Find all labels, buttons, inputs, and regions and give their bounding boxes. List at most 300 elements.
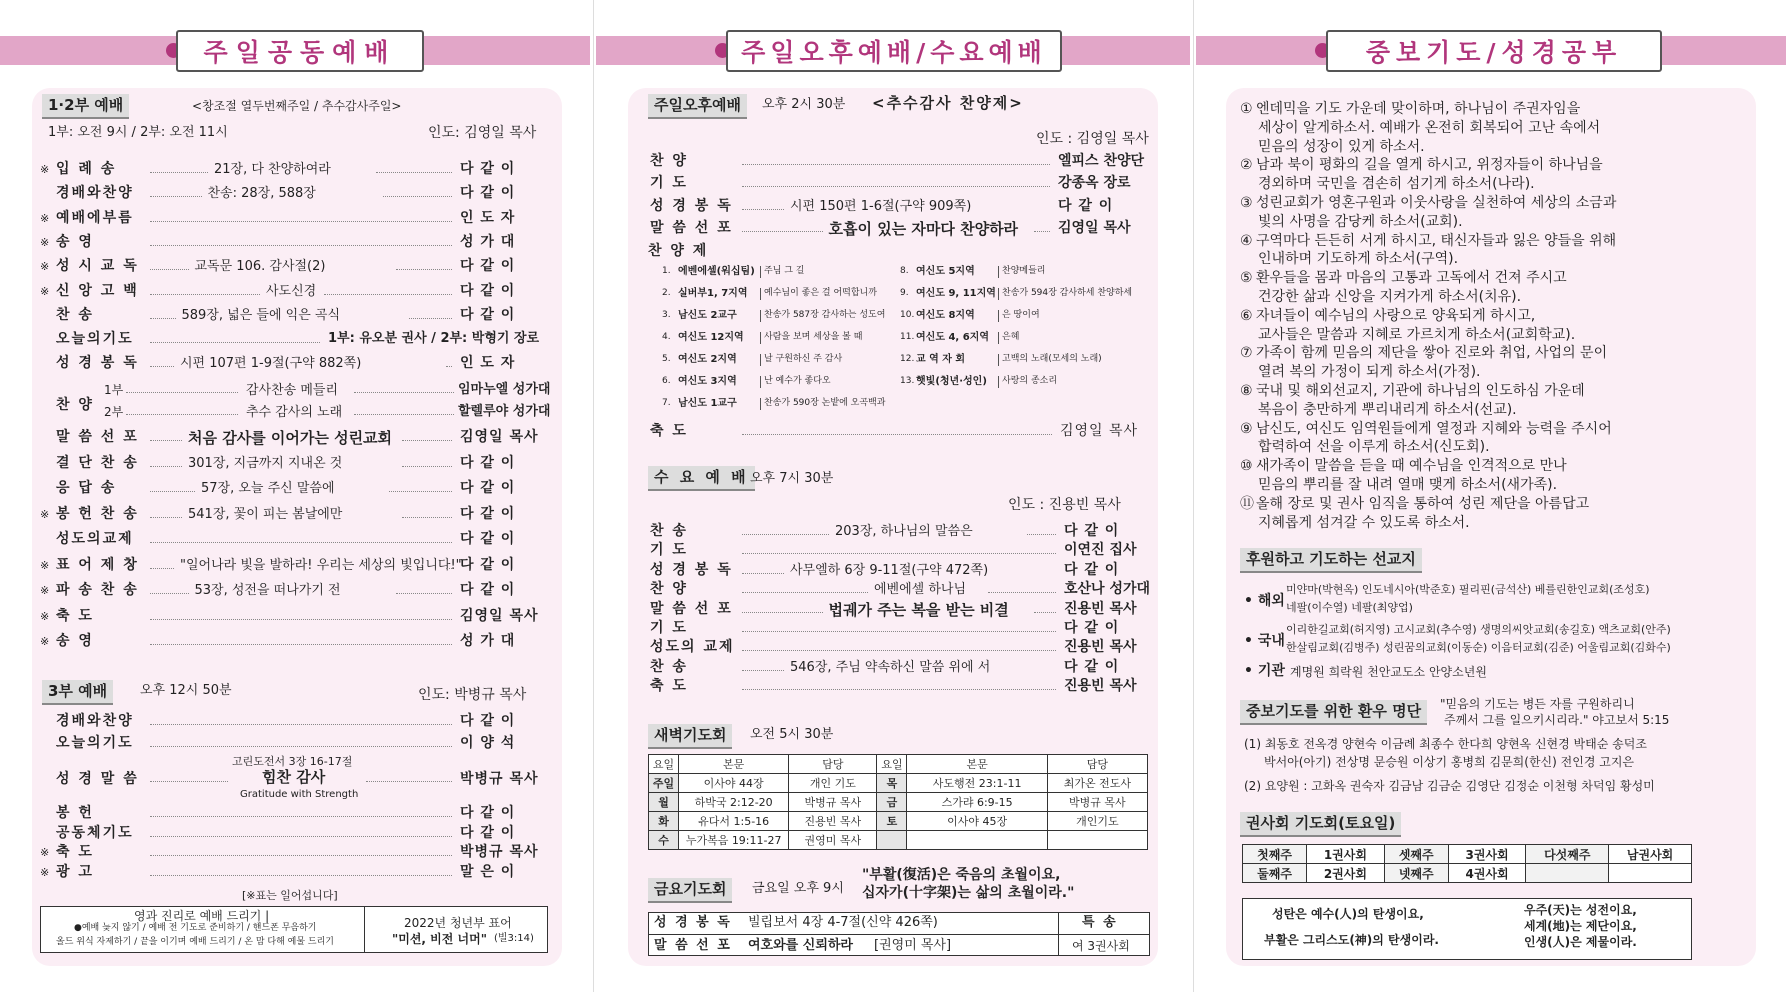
dotted-leader <box>366 781 452 782</box>
table-cell: 둘째주 <box>1243 864 1307 883</box>
table-cell: 토 <box>877 812 907 831</box>
dotted-leader <box>150 542 452 543</box>
service-time: 금요일 오후 9시 <box>752 881 844 896</box>
order-label: 축 도 <box>650 423 688 439</box>
order-person: 다 같 이 <box>460 258 516 275</box>
mission-list: 이리한길교회(허지영) 고시교회(추수영) 생명의씨앗교회(송길호) 액츠교회(안주) <box>1286 623 1671 636</box>
table-header: 담당 <box>1047 755 1147 774</box>
table-header: 본문 <box>907 755 1047 774</box>
order-content: "일어나라 빛을 발하라! 우리는 세상의 빛입니다!" <box>180 557 462 573</box>
choir-divider <box>760 332 761 344</box>
dotted-leader <box>150 619 452 620</box>
stand-marker: ※ <box>40 609 50 623</box>
order-label: 말 씀 선 포 <box>650 600 733 617</box>
stand-marker: ※ <box>40 163 50 176</box>
order-person: 다 같 이 <box>460 505 516 522</box>
choir-divider <box>760 310 761 322</box>
choir-number: 11. <box>900 332 915 342</box>
dotted-leader <box>150 221 452 222</box>
council-prayer-table <box>1242 844 1692 883</box>
table-cell: 남권사회 <box>1609 845 1692 864</box>
dotted-leader <box>150 855 452 856</box>
choir-divider <box>998 310 999 322</box>
prayer-line: 믿음의 뿌리를 잘 내려 열매 맺게 하소서(새가족). <box>1258 477 1558 493</box>
order-content: 589장, 넓은 들에 익은 곡식 <box>181 307 340 323</box>
stand-marker: ※ <box>40 635 50 648</box>
order-label: 예배에부름 <box>56 209 134 226</box>
order-label: 경배와찬양 <box>56 185 134 202</box>
prayer-line: 새가족이 말씀을 듣을 때 예수님을 인격적으로 만나 <box>1256 458 1567 475</box>
stand-marker: ※ <box>40 284 50 298</box>
order-label: 찬 송 <box>650 658 688 675</box>
dotted-leader <box>126 414 238 415</box>
choir-song: 찬양메들리 <box>1002 266 1046 276</box>
dotted-leader <box>742 434 1052 435</box>
order-content: 추수 감사의 노래 <box>246 405 343 420</box>
dotted-leader <box>742 534 829 535</box>
table-cell: 금 <box>877 793 907 812</box>
dotted-leader <box>1027 534 1056 535</box>
order-label: 기 도 <box>650 620 688 636</box>
table-cell: 하박국 2:12-20 <box>679 793 789 812</box>
dotted-leader <box>150 294 260 295</box>
choir-song: 예수님이 좋은 걸 어떡합니까 <box>764 288 877 298</box>
order-content: 203장, 하나님의 말씀은 <box>835 524 973 539</box>
choir-divider <box>998 332 999 344</box>
order-label: 입 례 송 <box>56 161 117 177</box>
order-person: 다 같 이 <box>460 454 516 471</box>
table-cell: 4권사회 <box>1448 864 1526 883</box>
order-person: 다 같 이 <box>1058 197 1114 214</box>
order-content: 호흡이 있는 자마다 찬양하라 <box>828 219 1019 238</box>
order-label: 송 영 <box>56 233 94 250</box>
choir-song: 찬송가 594장 감사하세 찬양하세 <box>1002 288 1133 298</box>
service-time: 오후 12시 50분 <box>140 683 232 698</box>
order-label: 말 씀 선 포 <box>56 429 139 445</box>
choir-song: 찬송가 587장 감사하는 성도여 <box>764 310 886 320</box>
dotted-leader <box>402 466 452 467</box>
table-cell: 2권사회 <box>1307 864 1385 883</box>
table-cell: 이사야 45장 <box>907 812 1047 831</box>
friday-hline <box>648 934 1150 935</box>
choir-team: 남신도 2교구 <box>678 310 737 321</box>
order-label: 말 씀 선 포 <box>654 938 732 953</box>
choir-team: 여신도 8지역 <box>916 310 975 321</box>
table-cell: 박병규 목사 <box>789 793 877 812</box>
table-row <box>1243 864 1692 883</box>
column-title-afternoon: 주일오후예배/수요예배 <box>726 30 1062 72</box>
table-cell: 개인 기도 <box>789 774 877 793</box>
table-cell: 유다서 1:5-16 <box>679 812 789 831</box>
dotted-leader <box>150 517 182 518</box>
motto: "미션, 비전 너머" <box>392 932 487 946</box>
dotted-leader <box>396 269 453 270</box>
stand-marker: ※ <box>40 507 50 521</box>
order-label: 오늘의기도 <box>56 331 134 348</box>
choir-divider <box>760 398 761 410</box>
order-person: 성 가 대 <box>460 233 516 250</box>
order-person: 인 도 자 <box>460 209 516 226</box>
order-content: 21장, 다 찬양하여라 <box>214 162 331 177</box>
order-content: 301장, 지금까지 지내온 것 <box>188 455 343 471</box>
table-cell: 목 <box>877 774 907 793</box>
dotted-leader <box>402 517 452 518</box>
mission-category: • 기관 <box>1244 663 1285 679</box>
choir-divider <box>998 266 999 278</box>
table-cell: 넷째주 <box>1384 864 1448 883</box>
order-person: 다 같 이 <box>460 306 516 323</box>
choir-number: 7. <box>662 398 671 408</box>
dotted-leader <box>150 746 452 747</box>
dotted-leader <box>742 670 784 671</box>
order-content: 시편 107편 1-9절(구약 882쪽) <box>180 356 362 372</box>
dotted-leader <box>742 231 823 232</box>
dotted-leader <box>742 631 1056 632</box>
prayer-number: ⑪ <box>1240 495 1254 512</box>
order-label: 공동체기도 <box>56 824 134 841</box>
order-label: 축 도 <box>56 607 94 624</box>
table-cell: 1권사회 <box>1307 845 1385 864</box>
order-label: 축 도 <box>650 678 688 695</box>
section-title: 3부 예배 <box>42 680 113 705</box>
order-person: 인 도 자 <box>460 355 516 372</box>
order-person: 다 같 이 <box>460 185 516 202</box>
order-person: 다 같 이 <box>460 582 516 598</box>
prayer-line: 빛의 사명을 감당케 하소서(교회). <box>1258 213 1463 230</box>
order-content: 53장, 성전을 떠나가기 전 <box>194 583 341 598</box>
quote-line: 십자가(十字架)는 삶의 초월이라." <box>862 885 1075 901</box>
prayer-line: 구역마다 든든히 서게 하시고, 태신자들과 잃은 양들을 위해 <box>1256 232 1617 249</box>
dotted-leader <box>988 592 1056 593</box>
order-person: 김영일 목사 <box>460 607 539 624</box>
stand-marker: ※ <box>40 235 50 249</box>
dotted-leader <box>354 392 454 393</box>
dotted-leader <box>402 440 452 441</box>
order-label: 오늘의기도 <box>56 735 134 751</box>
table-header: 담당 <box>789 755 877 774</box>
choir-team: 여신도 3지역 <box>678 376 737 387</box>
table-cell <box>1526 864 1609 883</box>
dotted-leader <box>150 366 174 367</box>
order-person: 박병규 목사 <box>460 844 539 860</box>
table-row <box>1243 845 1692 864</box>
choir-divider <box>760 266 761 278</box>
motto-ref: (빌3:14) <box>494 933 534 944</box>
order-label: 송 영 <box>56 633 94 649</box>
mission-list: 계명원 희락원 천안교도소 안양소년원 <box>1290 665 1487 679</box>
choir-number: 2. <box>662 288 671 298</box>
order-content: 541장, 꽃이 피는 봄날에만 <box>188 506 343 522</box>
choir-team: 남신도 1교구 <box>678 398 737 409</box>
dotted-leader <box>396 593 453 594</box>
order-label: 경배와찬양 <box>56 713 134 729</box>
order-content: 찬송: 28장, 588장 <box>207 186 316 202</box>
choir-song: 고백의 노래(모세의 노래) <box>1002 354 1102 364</box>
choir-team: 교 역 자 회 <box>916 354 966 365</box>
dotted-leader <box>150 466 182 467</box>
choir-team: 여신도 9, 11지역 <box>916 288 996 299</box>
service-time: 오전 5시 30분 <box>750 727 834 742</box>
sermon-title: 힘찬 감사 <box>262 768 326 786</box>
order-person: 다 같 이 <box>460 161 516 177</box>
choir-song: 날 구원하신 주 감사 <box>764 354 843 364</box>
patient-list: (1) 최동호 전옥경 양현숙 이금례 최종수 한다희 양현옥 신현경 박태순 송덕조 <box>1244 737 1647 751</box>
prayer-number: ⑦ <box>1240 345 1253 362</box>
special-song-label: 특 송 <box>1082 915 1118 930</box>
order-person: 다 같 이 <box>1064 523 1120 539</box>
table-cell <box>907 831 1047 850</box>
table-cell: 월 <box>649 793 679 812</box>
order-label: 성 경 봉 독 <box>56 355 139 372</box>
footer-line: 올드 위식 자제하기 / 끝을 이기며 예배 드리기 / 온 맘 다해 예물 드리기 <box>56 937 334 947</box>
service-theme: <추수감사 찬양제> <box>872 94 1024 112</box>
dotted-leader <box>354 414 454 415</box>
choir-number: 13. <box>900 376 915 386</box>
order-content: 여호와를 신뢰하라 <box>748 938 853 953</box>
part-label: 2부 <box>104 405 124 419</box>
table-cell: 셋째주 <box>1384 845 1448 864</box>
choir-number: 8. <box>900 266 909 276</box>
dotted-leader <box>409 318 453 319</box>
order-person: 이 양 석 <box>460 735 516 751</box>
order-person: 다 같 이 <box>460 480 516 496</box>
order-person: 진용빈 목사 <box>1064 678 1137 695</box>
choir-team: 여신도 2지역 <box>678 354 737 365</box>
table-cell: 최가온 전도사 <box>1047 774 1147 793</box>
motto-line: 우주(天)는 성전이요, <box>1524 903 1637 917</box>
dotted-leader <box>376 172 452 173</box>
order-label: 찬 양 <box>56 397 94 413</box>
dotted-leader <box>150 172 208 173</box>
dotted-leader <box>150 724 452 725</box>
stand-marker: ※ <box>40 865 50 879</box>
service-time: 오후 2시 30분 <box>762 97 846 112</box>
order-person: 성 가 대 <box>460 633 516 649</box>
choir-number: 1. <box>662 266 671 276</box>
order-label: 응 답 송 <box>56 480 117 496</box>
dotted-leader <box>742 209 784 210</box>
patient-list: 박서아(아기) 전상명 문승원 이상기 홍병희 김문희(한신) 전인경 고지은 <box>1264 755 1635 769</box>
dotted-leader <box>742 553 1056 554</box>
motto-line: 성탄은 예수(人)의 탄생이요, <box>1272 907 1424 921</box>
choir-divider <box>760 376 761 388</box>
motto-line: 부활은 그리스도(神)의 탄생이라. <box>1264 933 1439 947</box>
table-row <box>649 793 1148 812</box>
column-divider <box>593 0 594 992</box>
order-label: 결 단 찬 송 <box>56 454 139 471</box>
dotted-leader <box>446 568 452 569</box>
order-label: 광 고 <box>56 863 94 880</box>
order-content: 57장, 오늘 주신 말씀에 <box>201 481 335 496</box>
choir-song: 사랑의 종소리 <box>1002 376 1058 386</box>
column-divider <box>1193 0 1194 992</box>
special-song: 여 3권사회 <box>1072 939 1130 953</box>
prayer-number: ③ <box>1240 195 1253 211</box>
standing-note: [※표는 일어섭니다] <box>242 889 338 902</box>
choir-team: 햇빛(청년·성인) <box>916 376 987 387</box>
prayer-line: 건강한 삶과 신앙을 지켜가게 하소서(치유). <box>1258 289 1522 305</box>
service-time: 오후 7시 30분 <box>750 471 834 486</box>
prayer-line: 합력하여 선을 이루게 하소서(신도회). <box>1258 439 1490 456</box>
choir-song: 난 예수가 좋다오 <box>764 376 831 386</box>
dotted-leader <box>742 612 823 613</box>
prayer-line: 남과 북이 평화의 길을 열게 하시고, 위정자들이 하나님을 <box>1256 157 1603 174</box>
column-title-prayer: 중보기도/성경공부 <box>1326 30 1662 72</box>
section-title: 1·2부 예배 <box>42 94 129 119</box>
order-person: 말 은 이 <box>460 863 516 880</box>
order-label: 찬 양 <box>650 153 688 169</box>
quote-line: "부활(復活)은 죽음의 초월이요, <box>862 867 1061 883</box>
order-person: 이연진 집사 <box>1064 542 1137 559</box>
dotted-leader <box>742 592 868 593</box>
table-cell: 권영미 목사 <box>789 831 877 850</box>
order-label: 성도의교제 <box>56 531 134 547</box>
order-label: 봉 헌 <box>56 805 94 821</box>
prayer-line: 경외하며 국민을 겸손히 섬기게 하소서(나라). <box>1258 176 1535 193</box>
section-title: 후원하고 기도하는 선교지 <box>1240 548 1422 573</box>
prayer-number: ⑧ <box>1240 383 1253 399</box>
motto-line: 세계(地)는 제단이요, <box>1524 919 1637 933</box>
choir-song: 찬송가 590장 논밭에 오곡백과 <box>764 398 886 408</box>
choir-divider <box>998 354 999 366</box>
order-label: 축 도 <box>56 844 94 860</box>
section-subtitle: <창조절 열두번째주일 / 추수감사주일> <box>192 99 402 113</box>
section-title: 금요기도회 <box>648 878 732 903</box>
prayer-line: 복음이 충만하게 뿌리내리게 하소서(선교). <box>1258 401 1517 418</box>
dotted-leader <box>150 644 452 645</box>
leader: 인도: 김영일 목사 <box>428 125 537 141</box>
choir-song: 은 땅이여 <box>1002 310 1040 320</box>
order-person: 김영일 목사 <box>460 429 539 445</box>
dotted-leader <box>383 196 453 197</box>
dotted-leader <box>126 392 238 393</box>
order-content: 에벤에셀 하나님 <box>874 582 967 598</box>
section-title: 주일오후예배 <box>648 94 747 119</box>
choir-divider <box>760 354 761 366</box>
order-label: 신 앙 고 백 <box>56 282 139 299</box>
prayer-line: 지혜롭게 섬겨갈 수 있도록 하소서. <box>1258 514 1470 531</box>
stand-marker: ※ <box>40 211 50 225</box>
order-person: 진용빈 목사 <box>1064 639 1137 656</box>
section-title: 권사회 기도회(토요일) <box>1240 812 1401 837</box>
stand-marker: ※ <box>40 260 50 274</box>
order-label: 표 어 제 창 <box>56 556 139 573</box>
prayer-number: ② <box>1240 157 1253 174</box>
order-person: 다 같 이 <box>460 556 516 573</box>
dotted-leader <box>742 186 1050 187</box>
mission-list: 네팔(이수열) 네팔(최양업) <box>1286 601 1413 614</box>
patient-list: (2) 요양원 : 고화옥 권숙자 김금남 김금순 김영단 김정순 이천형 차덕임 황성미 <box>1244 779 1655 793</box>
order-content: 빌립보서 4장 4-7절(신약 426쪽) <box>748 915 938 930</box>
dotted-leader <box>150 816 452 817</box>
order-label: 성 시 교 독 <box>56 258 139 275</box>
prayer-line: 교사들은 말씀과 지혜로 가르치게 하소서(교회학교). <box>1258 326 1576 343</box>
choir-team: 여신도 5지역 <box>916 266 975 277</box>
table-row <box>649 774 1148 793</box>
mission-list: 미얀마(박현옥) 인도네시아(박준호) 필리핀(금석산) 베를린한인교회(조성호) <box>1286 583 1650 596</box>
choir-song: 주님 그 길 <box>764 266 805 276</box>
dotted-leader <box>150 342 320 343</box>
order-person: 다 같 이 <box>460 713 516 729</box>
order-label: 봉 헌 찬 송 <box>56 505 139 522</box>
mission-list: 한살림교회(김병주) 성린꿈의교회(이동순) 이음터교회(김준) 어울림교회(김화수) <box>1286 641 1671 654</box>
part-label: 1부 <box>104 383 124 397</box>
table-header-row <box>649 755 1148 774</box>
dotted-leader <box>389 491 452 492</box>
order-content: 546장, 주님 약속하신 말씀 위에 서 <box>790 659 991 675</box>
stand-marker: ※ <box>40 584 50 597</box>
table-row <box>649 812 1148 831</box>
order-content: 감사찬송 메들리 <box>246 383 339 398</box>
order-label: 성도의 교제 <box>650 639 735 656</box>
dotted-leader <box>150 269 189 270</box>
leader: 인도 : 진용빈 목사 <box>1008 497 1121 513</box>
choir-number: 5. <box>662 354 671 364</box>
order-person: 김영일 목사 <box>1060 423 1139 439</box>
prayer-line: 환우들을 몸과 마음의 고통과 고독에서 건져 주시고 <box>1256 270 1567 287</box>
choir-song: 사람을 보며 세상을 볼 때 <box>764 332 863 342</box>
dotted-leader <box>742 689 1056 690</box>
service-times: 1부: 오전 9시 / 2부: 오전 11시 <box>48 125 228 140</box>
order-person: 다 같 이 <box>1064 658 1120 675</box>
scripture-verse: 주께서 그를 일으키시리라." 야고보서 5:15 <box>1444 713 1670 727</box>
mission-category: • 국내 <box>1244 633 1285 649</box>
order-person: 다 같 이 <box>460 282 516 299</box>
prayer-line: 올해 장로 및 권사 임직을 통하여 성린 제단을 아름답고 <box>1256 495 1590 512</box>
order-person: 할렐루야 성가대 <box>458 404 551 419</box>
dotted-leader <box>150 593 189 594</box>
motto-title: 2022년 청년부 표어 <box>404 916 512 930</box>
order-person: 김영일 목사 <box>1058 219 1131 236</box>
sermon-reference: 고린도전서 3장 16-17절 <box>232 755 353 768</box>
choir-divider <box>998 288 999 300</box>
choir-number: 10. <box>900 310 915 320</box>
prayer-number: ① <box>1240 101 1253 117</box>
order-label: 찬 양 <box>650 581 688 598</box>
dotted-leader <box>150 196 202 197</box>
table-cell: 주일 <box>649 774 679 793</box>
order-label: 성 경 말 씀 <box>56 771 139 787</box>
footer-divider <box>364 906 365 953</box>
order-person: 강종옥 장로 <box>1058 175 1131 192</box>
mission-category: • 해외 <box>1244 593 1285 609</box>
table-cell: 진용빈 목사 <box>789 812 877 831</box>
order-label: 기 도 <box>650 175 688 192</box>
dotted-leader <box>742 573 784 574</box>
table-row <box>649 831 1148 850</box>
choir-team: 여신도 4, 6지역 <box>916 332 989 343</box>
scripture-verse: "믿음의 기도는 병든 자를 구원하리니 <box>1440 697 1635 711</box>
dotted-leader <box>150 781 228 782</box>
section-title: 수 요 예 배 <box>648 466 755 491</box>
dotted-leader <box>1034 231 1051 232</box>
order-person: 진용빈 목사 <box>1064 600 1137 617</box>
table-cell: 사도행전 23:1-11 <box>907 774 1047 793</box>
order-label: 파 송 찬 송 <box>56 582 139 598</box>
table-cell: 첫째주 <box>1243 845 1307 864</box>
dotted-leader <box>150 875 452 876</box>
dotted-leader <box>150 568 174 569</box>
order-label: 성 경 봉 독 <box>650 561 733 578</box>
dotted-leader <box>446 366 452 367</box>
order-person: 박병규 목사 <box>460 771 539 787</box>
table-cell: 다섯째주 <box>1526 845 1609 864</box>
prayer-line: 세상이 알게하소서. 예배가 온전히 회복되어 고난 속에서 <box>1258 119 1601 136</box>
prayer-line: 자녀들이 예수님의 사랑으로 양육되게 하시고, <box>1256 307 1536 324</box>
choir-number: 6. <box>662 376 671 386</box>
order-content: 시편 150편 1-6절(구약 909쪽) <box>790 198 972 214</box>
table-header: 요일 <box>877 755 907 774</box>
